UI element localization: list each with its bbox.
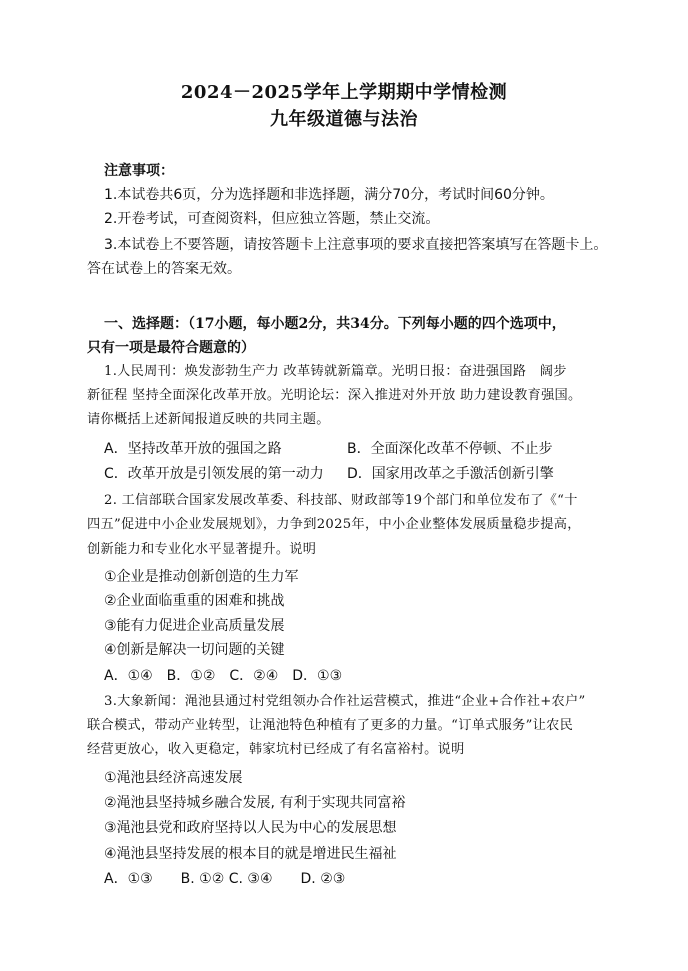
exam-subject: 九年级道德与法治 <box>270 109 418 130</box>
q1-stem-line-1: 1.人民周刊：焕发澎勃生产力 改革铸就新篇章。光明日报：奋进强国路 阔步 <box>104 364 567 379</box>
q1-option-d: D．国家用改革之手激活创新引擎 <box>347 466 554 482</box>
exam-title: 2024－2025学年上学期期中学情检测 <box>180 82 508 103</box>
notice-item-2: 2.开卷考试，可查阅资料，但应独立答题，禁止交流。 <box>104 211 440 227</box>
q1-stem-line-2: 新征程 坚持全面深化改革开放。光明论坛：深入推进对外开放 助力建设教育强国。 <box>87 388 582 403</box>
q1-option-b: B．全面深化改革不停顿、不止步 <box>347 441 553 457</box>
q2-stem-line-1: 2. 工信部联合国家发展改革委、科技部、财政部等19个部门和单位发布了《“十 <box>104 493 578 508</box>
q1-option-c: C．改革开放是引领发展的第一动力 <box>104 466 324 482</box>
q3-statement-4: ④渑池县坚持发展的根本目的就是增进民生福祉 <box>104 846 397 862</box>
q1-stem-line-3: 请你概括上述新闻报道反映的共同主题。 <box>87 412 330 427</box>
section-heading: 一、选择题：（17小题，每小题2分，共34分。下列每小题的四个选项中， <box>104 316 566 332</box>
section-heading-continued: 只有一项是最符合题意的） <box>87 340 255 356</box>
q3-statement-3: ③渑池县党和政府坚持以人民为中心的发展思想 <box>104 820 397 836</box>
q3-stem-line-1: 3.大象新闻：渑池县通过村党组领办合作社运营模式，推进“企业+合作社+农户” <box>104 694 586 709</box>
notice-item-1: 1.本试卷共6页，分为选择题和非选择题，满分70分，考试时间60分钟。 <box>104 187 554 203</box>
q2-statement-2: ②企业面临重重的困难和挑战 <box>104 593 285 609</box>
q3-stem-line-3: 经营更放心，收入更稳定，韩家坑村已经成了有名富裕村。说明 <box>87 742 465 757</box>
q2-statement-4: ④创新是解决一切问题的关键 <box>104 642 285 658</box>
q2-stem-line-3: 创新能力和专业化水平显著提升。说明 <box>87 542 317 557</box>
notice-item-3-continued: 答在试卷上的答案无效。 <box>87 261 241 277</box>
q2-options: A．①④ B．①② C．②④ D．①③ <box>104 668 343 684</box>
q1-option-a: A．坚持改革开放的强国之路 <box>104 441 282 457</box>
q3-options: A．①③ B. ①② C. ③④ D. ②③ <box>104 871 346 887</box>
q2-statement-3: ③能有力促进企业高质量发展 <box>104 618 285 634</box>
q2-stem-line-2: 四五”促进中小企业发展规划》，力争到2025年，中小企业整体发展质量稳步提高， <box>87 517 581 532</box>
q2-statement-1: ①企业是推动创新创造的生力军 <box>104 569 299 585</box>
notice-heading: 注意事项： <box>104 163 174 179</box>
notice-item-3: 3.本试卷上不要答题，请按答题卡上注意事项的要求直接把答案填写在答题卡上。 <box>104 237 608 253</box>
q3-statement-1: ①渑池县经济高速发展 <box>104 770 243 786</box>
q3-stem-line-2: 联合模式，带动产业转型，让渑池特色种植有了更多的力量。“订单式服务”让农民 <box>87 718 574 733</box>
q3-statement-2: ②渑池县坚持城乡融合发展, 有利于实现共同富裕 <box>104 795 406 811</box>
